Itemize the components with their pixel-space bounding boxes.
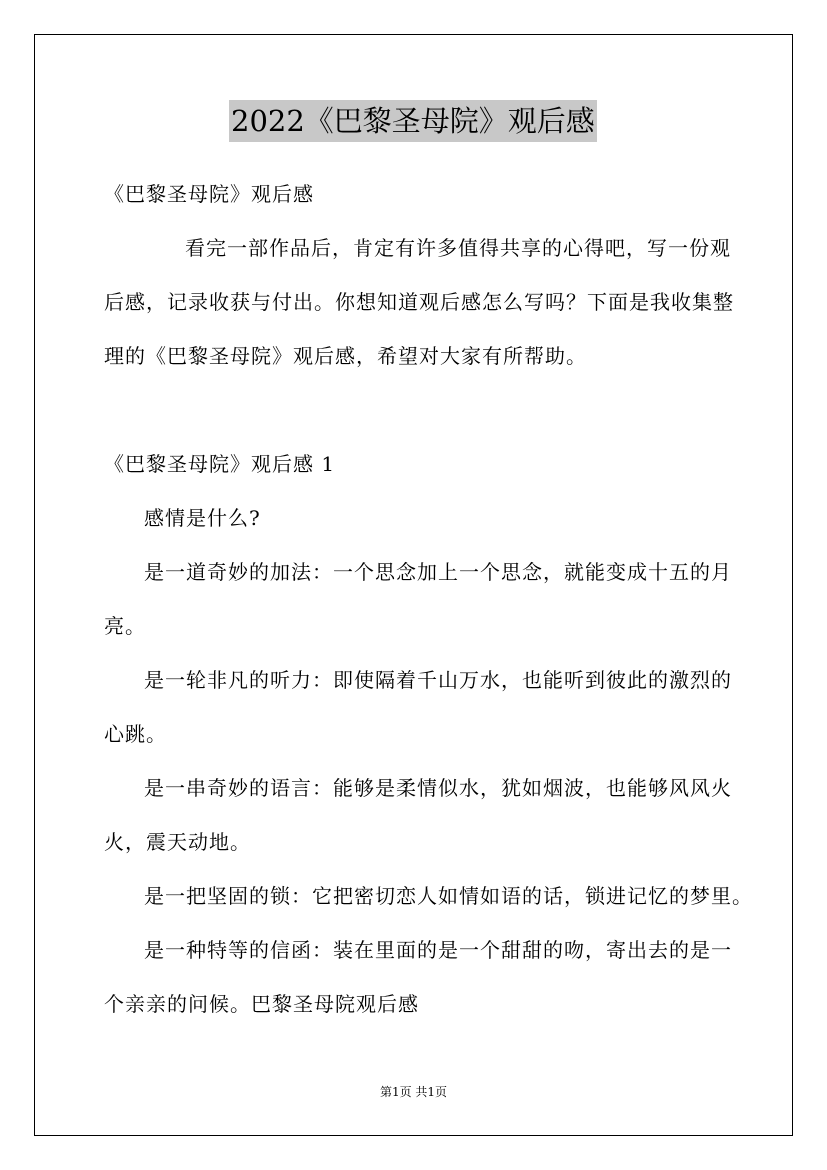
intro-line-2: 后感，记录收获与付出。你想知道观后感怎么写吗？下面是我收集整	[104, 290, 734, 314]
paragraph-1: 感情是什么?	[144, 506, 261, 530]
document-subtitle: 《巴黎圣母院》观后感	[104, 182, 314, 206]
paragraph-6-line-1: 是一种特等的信函：装在里面的是一个甜甜的吻，寄出去的是一	[144, 938, 732, 962]
paragraph-3-line-2: 心跳。	[104, 722, 167, 746]
paragraph-6-line-2: 个亲亲的问候。巴黎圣母院观后感	[104, 992, 419, 1016]
page-footer: 第1页 共1页	[379, 1085, 448, 1099]
paragraph-2-line-2: 亮。	[104, 614, 146, 638]
intro-line-1: 看完一部作品后，肯定有许多值得共享的心得吧，写一份观	[185, 236, 731, 260]
document-title: 2022《巴黎圣母院》观后感	[229, 100, 597, 142]
paragraph-2-line-1: 是一道奇妙的加法：一个思念加上一个思念，就能变成十五的月	[144, 560, 732, 584]
paragraph-5: 是一把坚固的锁：它把密切恋人如情如语的话，锁进记忆的梦里。	[144, 884, 753, 908]
paragraph-4-line-2: 火，震天动地。	[104, 830, 251, 854]
intro-line-3: 理的《巴黎圣母院》观后感，希望对大家有所帮助。	[104, 344, 587, 368]
paragraph-4-line-1: 是一串奇妙的语言：能够是柔情似水，犹如烟波，也能够风风火	[144, 776, 732, 800]
paragraph-3-line-1: 是一轮非凡的听力：即使隔着千山万水，也能听到彼此的激烈的	[144, 668, 732, 692]
section-heading: 《巴黎圣母院》观后感 1	[104, 452, 336, 476]
